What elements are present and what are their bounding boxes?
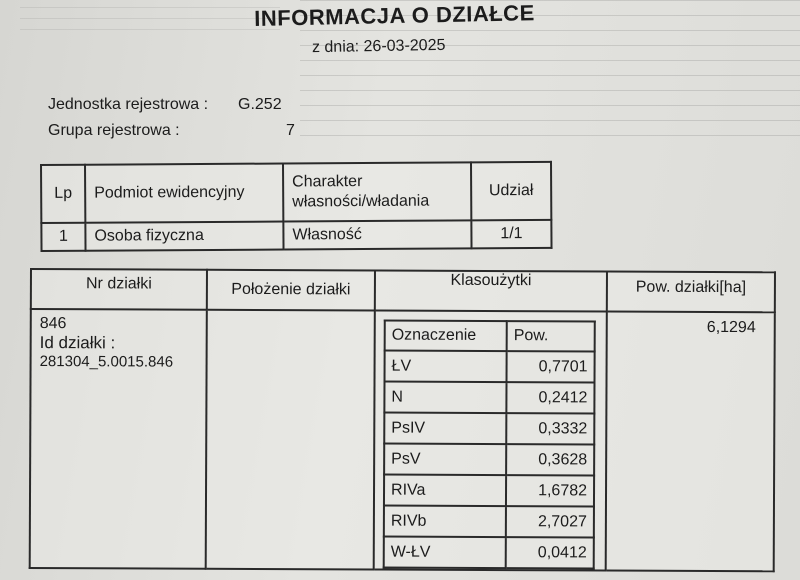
class-area: 2,7027: [506, 506, 594, 537]
jednostka-value: G.252: [238, 96, 282, 113]
class-area: 0,2412: [506, 382, 594, 413]
table-row: [384, 506, 594, 538]
header-udzial: Udział: [471, 162, 551, 220]
class-code: RIVa: [384, 475, 506, 507]
header-klasouzytki: Klasoużytki: [375, 271, 607, 312]
header-podmiot: Podmiot ewidencyjny: [85, 164, 283, 223]
header-oznaczenie: Oznaczenie: [385, 321, 507, 352]
cell-lp: 1: [41, 223, 85, 251]
document-title: INFORMACJA O DZIAŁCE: [254, 0, 535, 31]
class-area: 0,3332: [506, 413, 594, 444]
cell-charakter: Własność: [283, 220, 471, 249]
class-code: N: [384, 382, 506, 414]
header-nr-dzialki: Nr działki: [31, 269, 207, 310]
table-row: [384, 444, 594, 476]
class-area: 0,0412: [506, 537, 594, 568]
land-class-table: [383, 320, 596, 570]
table-row: [385, 351, 595, 383]
cell-klasouzytki: [374, 311, 607, 571]
class-area: 0,3628: [506, 444, 594, 475]
table-row: [384, 413, 594, 445]
jednostka-rejestrowa-row: [48, 96, 282, 114]
grupa-rejestrowa-row: [48, 122, 295, 140]
jednostka-label: Jednostka rejestrowa :: [48, 96, 209, 113]
document-date: z dnia: 26-03-2025: [311, 36, 446, 57]
header-pow-dzialki: Pow. działki[ha]: [607, 272, 775, 313]
class-area: 0,7701: [507, 351, 595, 382]
bleed-through-texture: [20, 0, 280, 40]
parcel-id-value: 281304_5.0015.846: [39, 353, 174, 371]
header-pow: Pow.: [507, 321, 595, 351]
class-code: PsIV: [384, 413, 506, 445]
header-polozenie: Położenie działki: [207, 270, 375, 311]
cell-udzial: 1/1: [471, 220, 551, 248]
owners-table: [40, 161, 553, 252]
class-code: RIVb: [384, 506, 506, 538]
table-row: [384, 475, 594, 507]
parcel-table: [29, 268, 776, 572]
class-code: PsV: [384, 444, 506, 476]
class-code: ŁV: [385, 351, 507, 383]
cell-pow-dzialki: 6,1294: [606, 312, 775, 572]
class-code: W-ŁV: [384, 537, 506, 569]
parcel-number: 846: [39, 315, 67, 333]
class-area: 1,6782: [506, 475, 594, 506]
parcel-id-label: Id działki :: [39, 333, 116, 353]
owners-header-row: [41, 162, 551, 223]
header-charakter: Charakter własności/władania: [283, 162, 471, 221]
table-row: [41, 220, 551, 251]
parcel-header-row: [31, 269, 775, 312]
table-row: [384, 382, 594, 414]
grupa-value: 7: [286, 122, 295, 139]
grupa-label: Grupa rejestrowa :: [48, 122, 180, 139]
cell-polozenie: [206, 310, 375, 570]
land-class-header-row: [385, 321, 595, 352]
parcel-row: [30, 309, 775, 571]
table-row: [384, 537, 594, 569]
cell-nr-dzialki: [30, 309, 207, 569]
cell-podmiot: Osoba fizyczna: [85, 222, 283, 251]
header-lp: Lp: [41, 165, 85, 223]
